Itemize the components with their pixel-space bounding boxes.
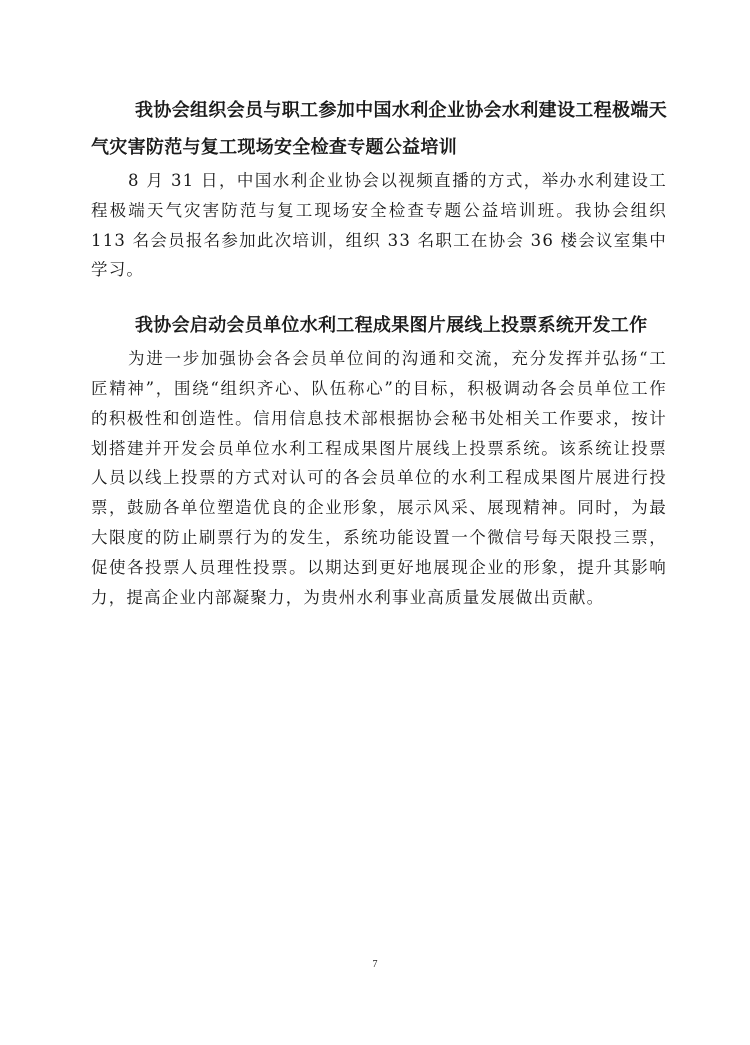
news-section [91,307,667,612]
section-title: 我协会组织会员与职工参加中国水利企业协会水利建设工程极端天气灾害防范与复工现场安全检查专题公益培训 [91,100,667,158]
news-section [91,92,667,285]
page-content [91,92,667,634]
section-body: 8 月 31 日，中国水利企业协会以视频直播的方式，举办水利建设工程极端天气灾害防范与复工现场安全检查专题公益培训班。我协会组织 113 名会员报名参加此次培训，组织 33 名职工在协会 36 楼会议室集中学习。 [91,171,667,280]
section-body: 为进一步加强协会各会员单位间的沟通和交流，充分发挥并弘扬“工匠精神”，围绕“组织齐心、队伍称心”的目标，积极调动各会员单位工作的积极性和创造性。信用信息技术部根据协会秘书处相关工作要求，按计划搭建并开发会员单位水利工程成果图片展线上投票系统。该系统让投票人员以线上投票的方式对认可的各会员单位的水利工程成果图片展进行投票，鼓励各单位塑造优良的企业形象，展示风采、展现精神。同时，为最大限度的防止刷票行为的发生，系统功能设置一个微信号每天限投三票，促使各投票人员理性投票。以期达到更好地展现企业的形象，提升其影响力，提高企业内部凝聚力，为贵州水利事业高质量发展做出贡献。 [91,349,667,607]
page-number: 7 [372,959,378,970]
section-title: 我协会启动会员单位水利工程成果图片展线上投票系统开发工作 [135,315,648,337]
